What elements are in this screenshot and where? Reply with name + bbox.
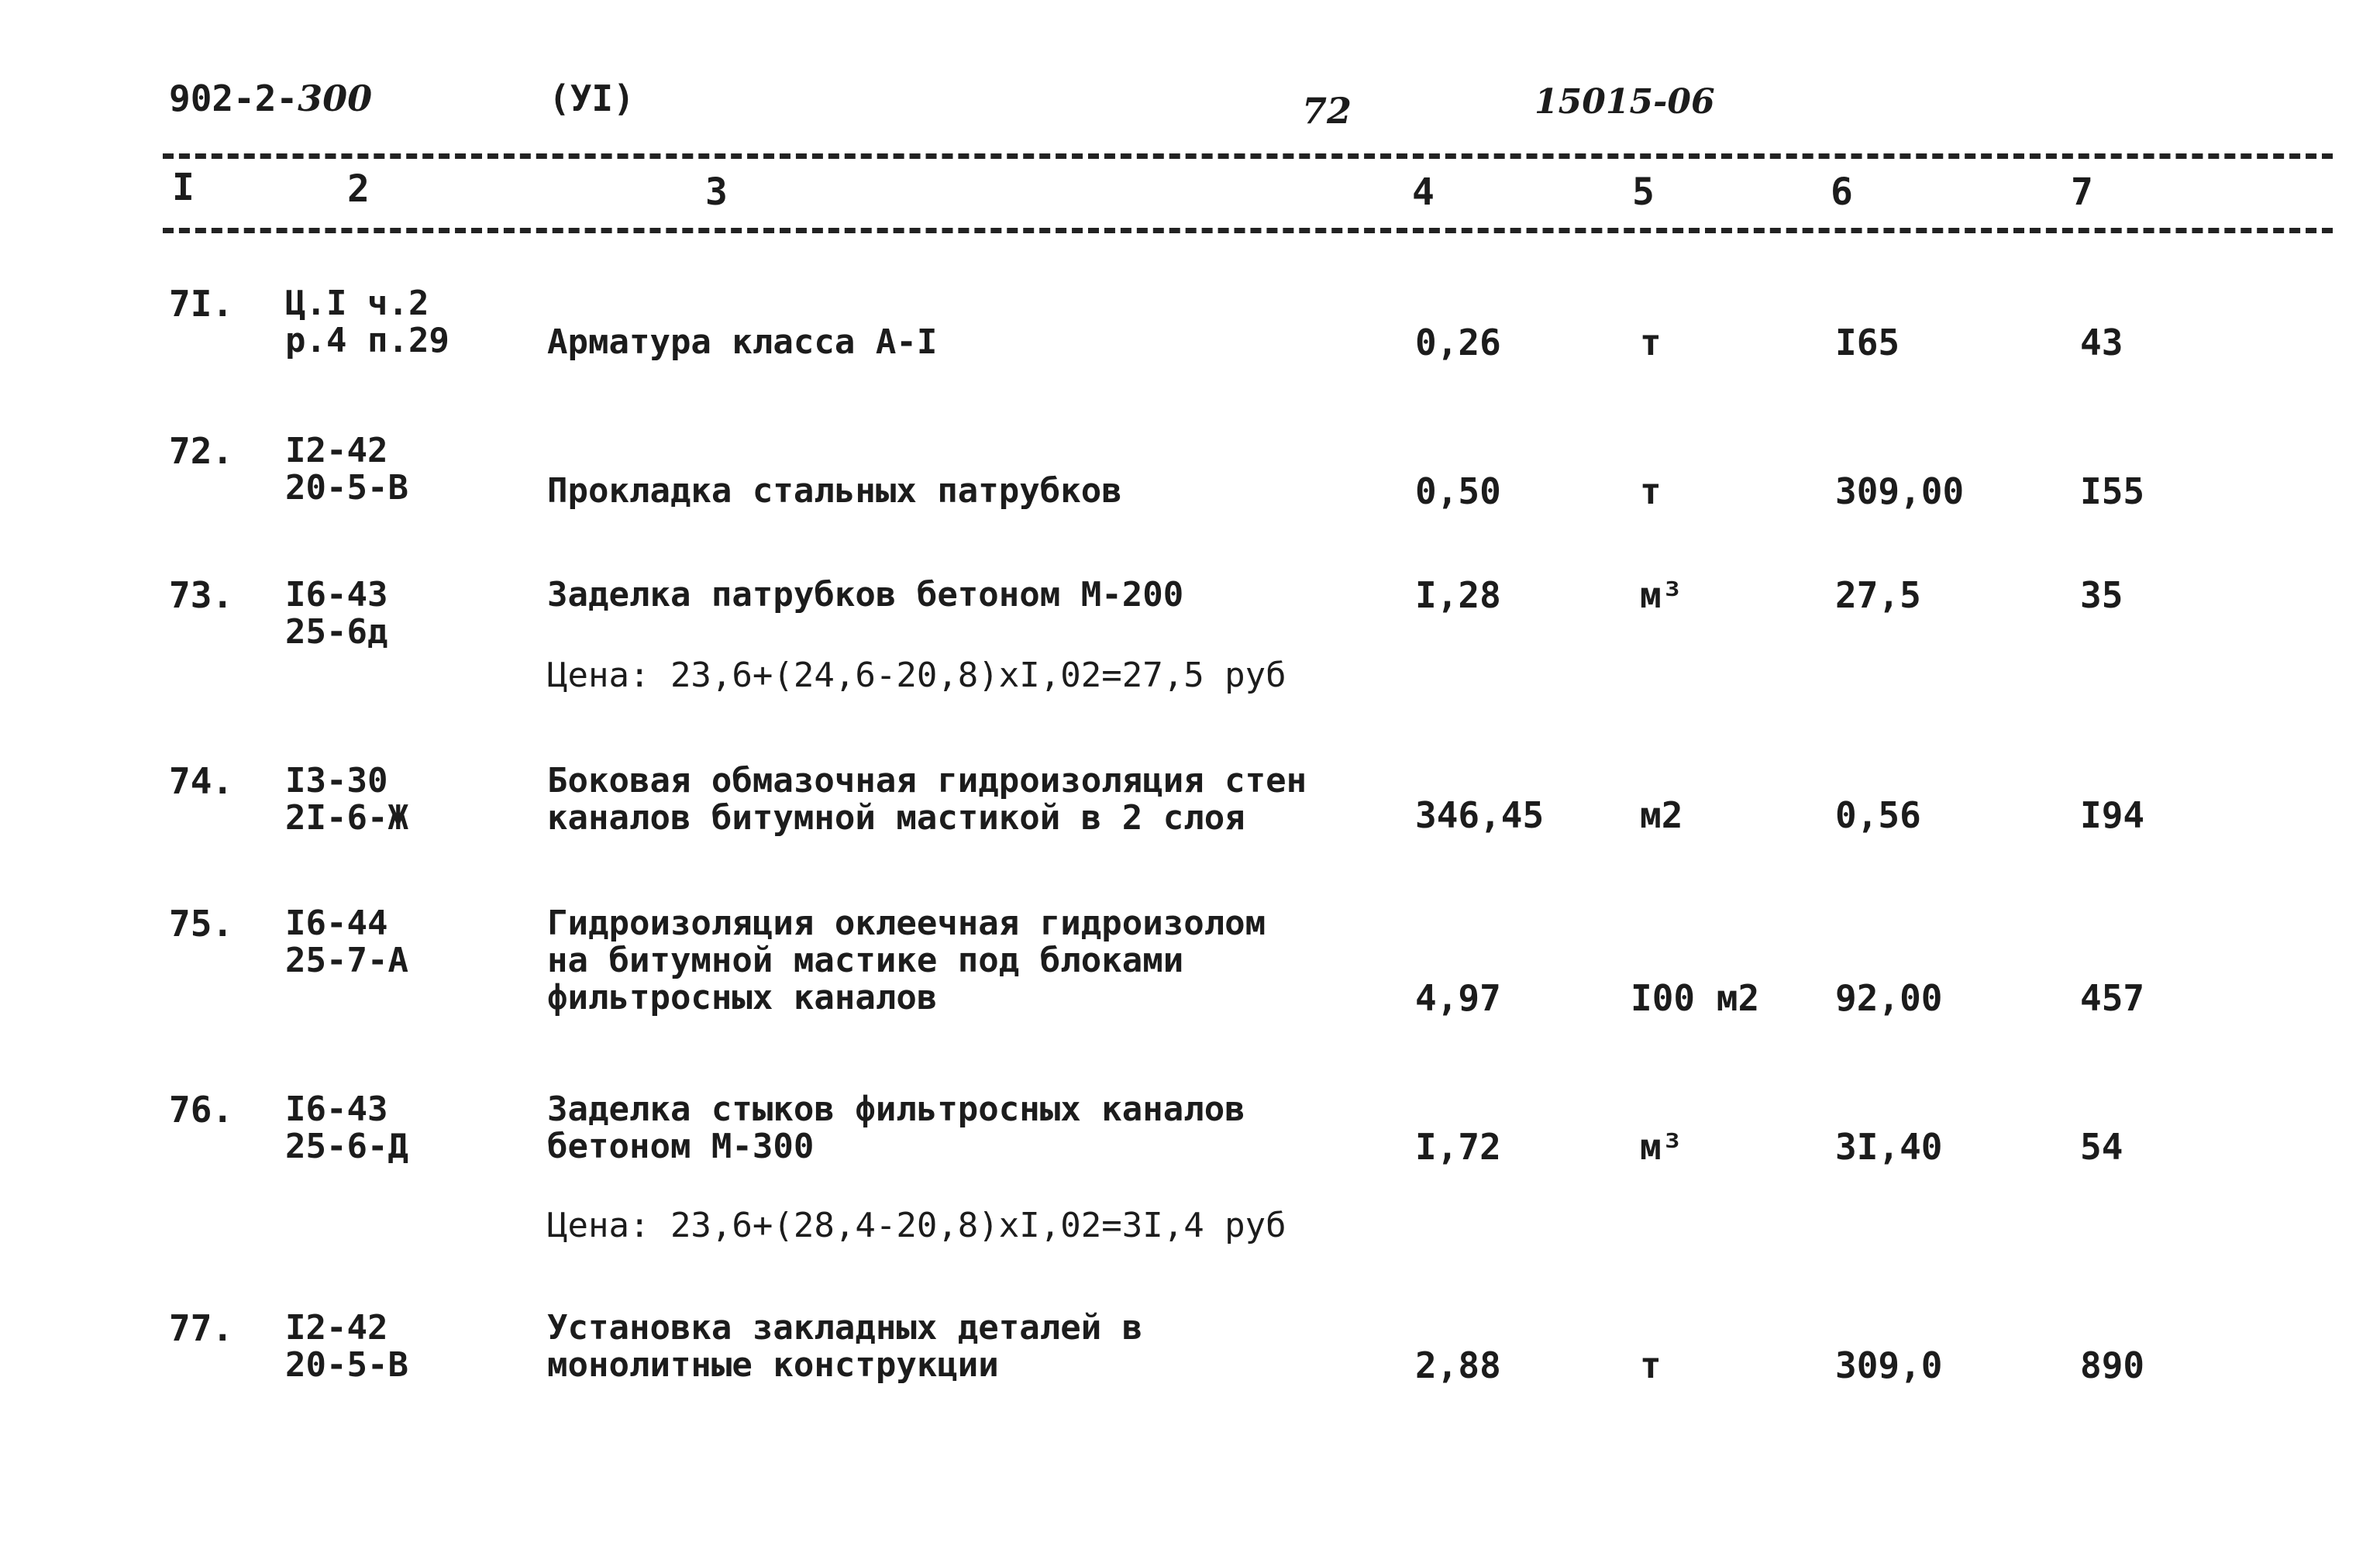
row-number: 7I.: [169, 283, 234, 325]
doc-number-handwritten: 300: [298, 77, 373, 119]
row-unit-price: 309,00: [1835, 470, 1965, 512]
row-unit: I00 м2: [1631, 977, 1760, 1019]
row-number: 75.: [169, 903, 234, 945]
row-reference: Ц.I ч.2 р.4 п.29: [285, 284, 449, 360]
row-description: Заделка стыков фильтросных каналов бетоном М-300: [547, 1090, 1245, 1166]
row-unit-price: 309,0: [1835, 1344, 1943, 1386]
table-top-rule: [163, 153, 2333, 159]
page-number: 72: [1302, 90, 1352, 132]
row-total: 35: [2080, 574, 2123, 616]
row-total: I94: [2080, 794, 2145, 836]
row-description: Гидроизоляция оклеечная гидроизолом на битумной мастике под блоками фильтросных каналов: [547, 904, 1266, 1017]
row-reference: I6-44 25-7-А: [285, 904, 408, 980]
column-header-3: 3: [705, 170, 728, 214]
row-reference: I2-42 20-5-В: [285, 431, 408, 508]
row-unit-price: I65: [1835, 322, 1900, 363]
row-unit: т: [1640, 470, 1662, 512]
doc-number: [169, 77, 372, 119]
row-description: Заделка патрубков бетоном М-200: [547, 575, 1184, 614]
column-header-2: 2: [347, 167, 370, 211]
row-unit-price: 27,5: [1835, 574, 1921, 616]
row-total: 890: [2080, 1344, 2145, 1386]
row-unit-price: 3I,40: [1835, 1126, 1943, 1168]
doc-number-printed: 902-2-: [169, 77, 298, 119]
row-quantity: 346,45: [1415, 794, 1545, 836]
row-reference: I2-42 20-5-В: [285, 1308, 408, 1385]
row-quantity: 0,26: [1415, 322, 1501, 363]
section-label: (УI): [549, 77, 635, 119]
row-number: 73.: [169, 574, 234, 616]
column-header-6: 6: [1831, 170, 1853, 214]
row-number: 72.: [169, 430, 234, 472]
archive-number: 15015-06: [1534, 82, 1715, 122]
row-quantity: 4,97: [1415, 977, 1501, 1019]
row-reference: I6-43 25-6д: [285, 575, 388, 652]
row-description: Арматура класса А-I: [547, 322, 938, 362]
row-description: Прокладка стальных патрубков: [547, 471, 1122, 511]
row-description: Боковая обмазочная гидроизоляция стен каналов битумной мастикой в 2 слоя: [547, 761, 1307, 838]
row-total: 54: [2080, 1126, 2123, 1168]
row-quantity: I,28: [1415, 574, 1501, 616]
row-unit: м³: [1640, 1126, 1683, 1168]
row-unit: м³: [1640, 574, 1683, 616]
row-unit: м2: [1640, 794, 1683, 836]
row-reference: I3-30 2I-6-Ж: [285, 761, 408, 838]
row-price-note: Цена: 23,6+(24,6-20,8)хI,02=27,5 руб: [547, 656, 1286, 695]
table-header-rule: [163, 228, 2333, 233]
row-reference: I6-43 25-6-Д: [285, 1090, 408, 1166]
row-number: 77.: [169, 1307, 234, 1349]
row-quantity: I,72: [1415, 1126, 1501, 1168]
row-total: 43: [2080, 322, 2123, 363]
row-unit: т: [1640, 322, 1662, 363]
row-total: I55: [2080, 470, 2145, 512]
row-total: 457: [2080, 977, 2145, 1019]
row-number: 74.: [169, 760, 234, 802]
row-quantity: 0,50: [1415, 470, 1501, 512]
row-description: Установка закладных деталей в монолитные конструкции: [547, 1308, 1143, 1385]
column-header-7: 7: [2071, 170, 2093, 214]
row-unit-price: 92,00: [1835, 977, 1943, 1019]
column-header-1: I: [172, 166, 195, 209]
row-quantity: 2,88: [1415, 1344, 1501, 1386]
row-number: 76.: [169, 1089, 234, 1131]
column-header-4: 4: [1412, 170, 1435, 214]
column-header-5: 5: [1632, 170, 1655, 214]
row-price-note: Цена: 23,6+(28,4-20,8)хI,02=3I,4 руб: [547, 1206, 1286, 1245]
row-unit-price: 0,56: [1835, 794, 1921, 836]
row-unit: т: [1640, 1344, 1662, 1386]
